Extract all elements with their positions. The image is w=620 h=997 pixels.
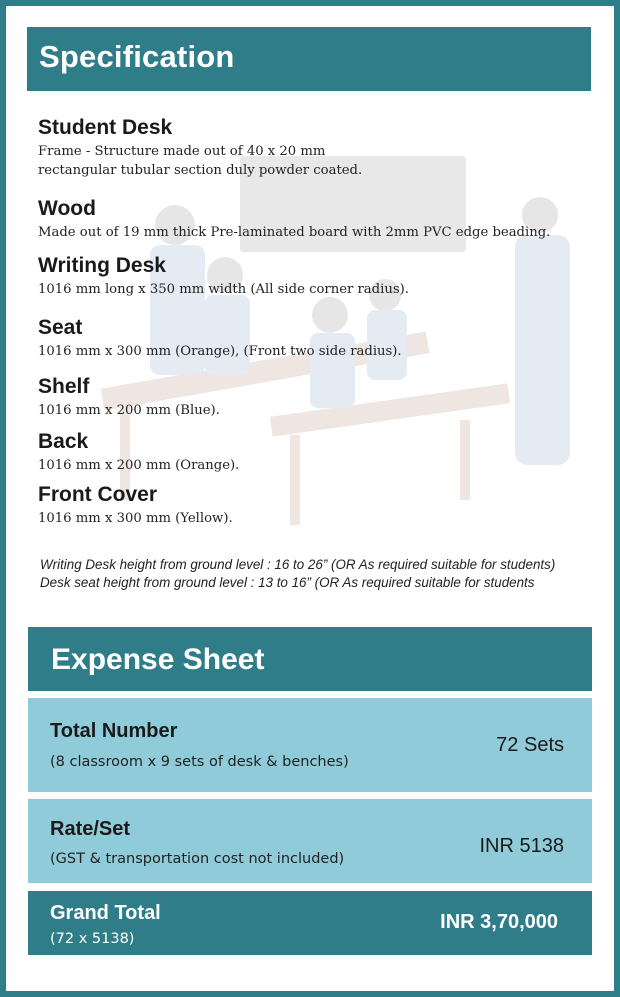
spec-desc-student-desk: Frame - Structure made out of 40 x 20 mm rectangular tubular section duly powder coated.: [38, 144, 363, 178]
spec-desc-back: 1016 mm x 200 mm (Orange).: [38, 458, 240, 473]
expense-heading: Expense Sheet: [51, 643, 265, 676]
row-value: INR 5138: [479, 835, 564, 857]
spec-desc-writing-desk: 1016 mm long x 350 mm width (All side corner radius).: [38, 282, 409, 297]
note-seat-height: Desk seat height from ground level : 13 to 16” (OR As required suitable for students: [40, 575, 535, 590]
expense-row-rate-set: [28, 799, 592, 883]
spec-title-wood: Wood: [38, 197, 96, 220]
spec-title-student-desk: Student Desk: [38, 116, 173, 139]
row-subtitle: (GST & transportation cost not included): [50, 851, 345, 867]
row-title: Total Number: [50, 720, 178, 742]
row-title: Rate/Set: [50, 818, 131, 840]
spec-desc-front-cover: 1016 mm x 300 mm (Yellow).: [38, 511, 233, 526]
expense-row-total-number: [28, 698, 592, 792]
grand-total-value: INR 3,70,000: [440, 911, 558, 933]
spec-desc-wood: Made out of 19 mm thick Pre-laminated board with 2mm PVC edge beading.: [38, 225, 551, 240]
expense-row-grand-total: [28, 891, 592, 955]
spec-desc-seat: 1016 mm x 300 mm (Orange), (Front two side radius).: [38, 344, 402, 359]
spec-desc-shelf: 1016 mm x 200 mm (Blue).: [38, 403, 220, 418]
grand-total-subtitle: (72 x 5138): [50, 931, 135, 947]
note-writing-desk-height: Writing Desk height from ground level : 16 to 26” (OR As required suitable for students): [40, 557, 556, 572]
spec-title-writing-desk: Writing Desk: [38, 254, 166, 277]
row-value: 72 Sets: [496, 734, 564, 756]
specification-heading: Specification: [39, 39, 235, 74]
expense-header: [28, 627, 592, 691]
spec-title-seat: Seat: [38, 316, 83, 339]
spec-title-back: Back: [38, 430, 89, 453]
grand-total-title: Grand Total: [50, 902, 161, 924]
spec-title-shelf: Shelf: [38, 375, 90, 398]
row-subtitle: (8 classroom x 9 sets of desk & benches): [50, 754, 349, 770]
spec-title-front-cover: Front Cover: [38, 483, 158, 506]
specification-header: [27, 27, 591, 91]
